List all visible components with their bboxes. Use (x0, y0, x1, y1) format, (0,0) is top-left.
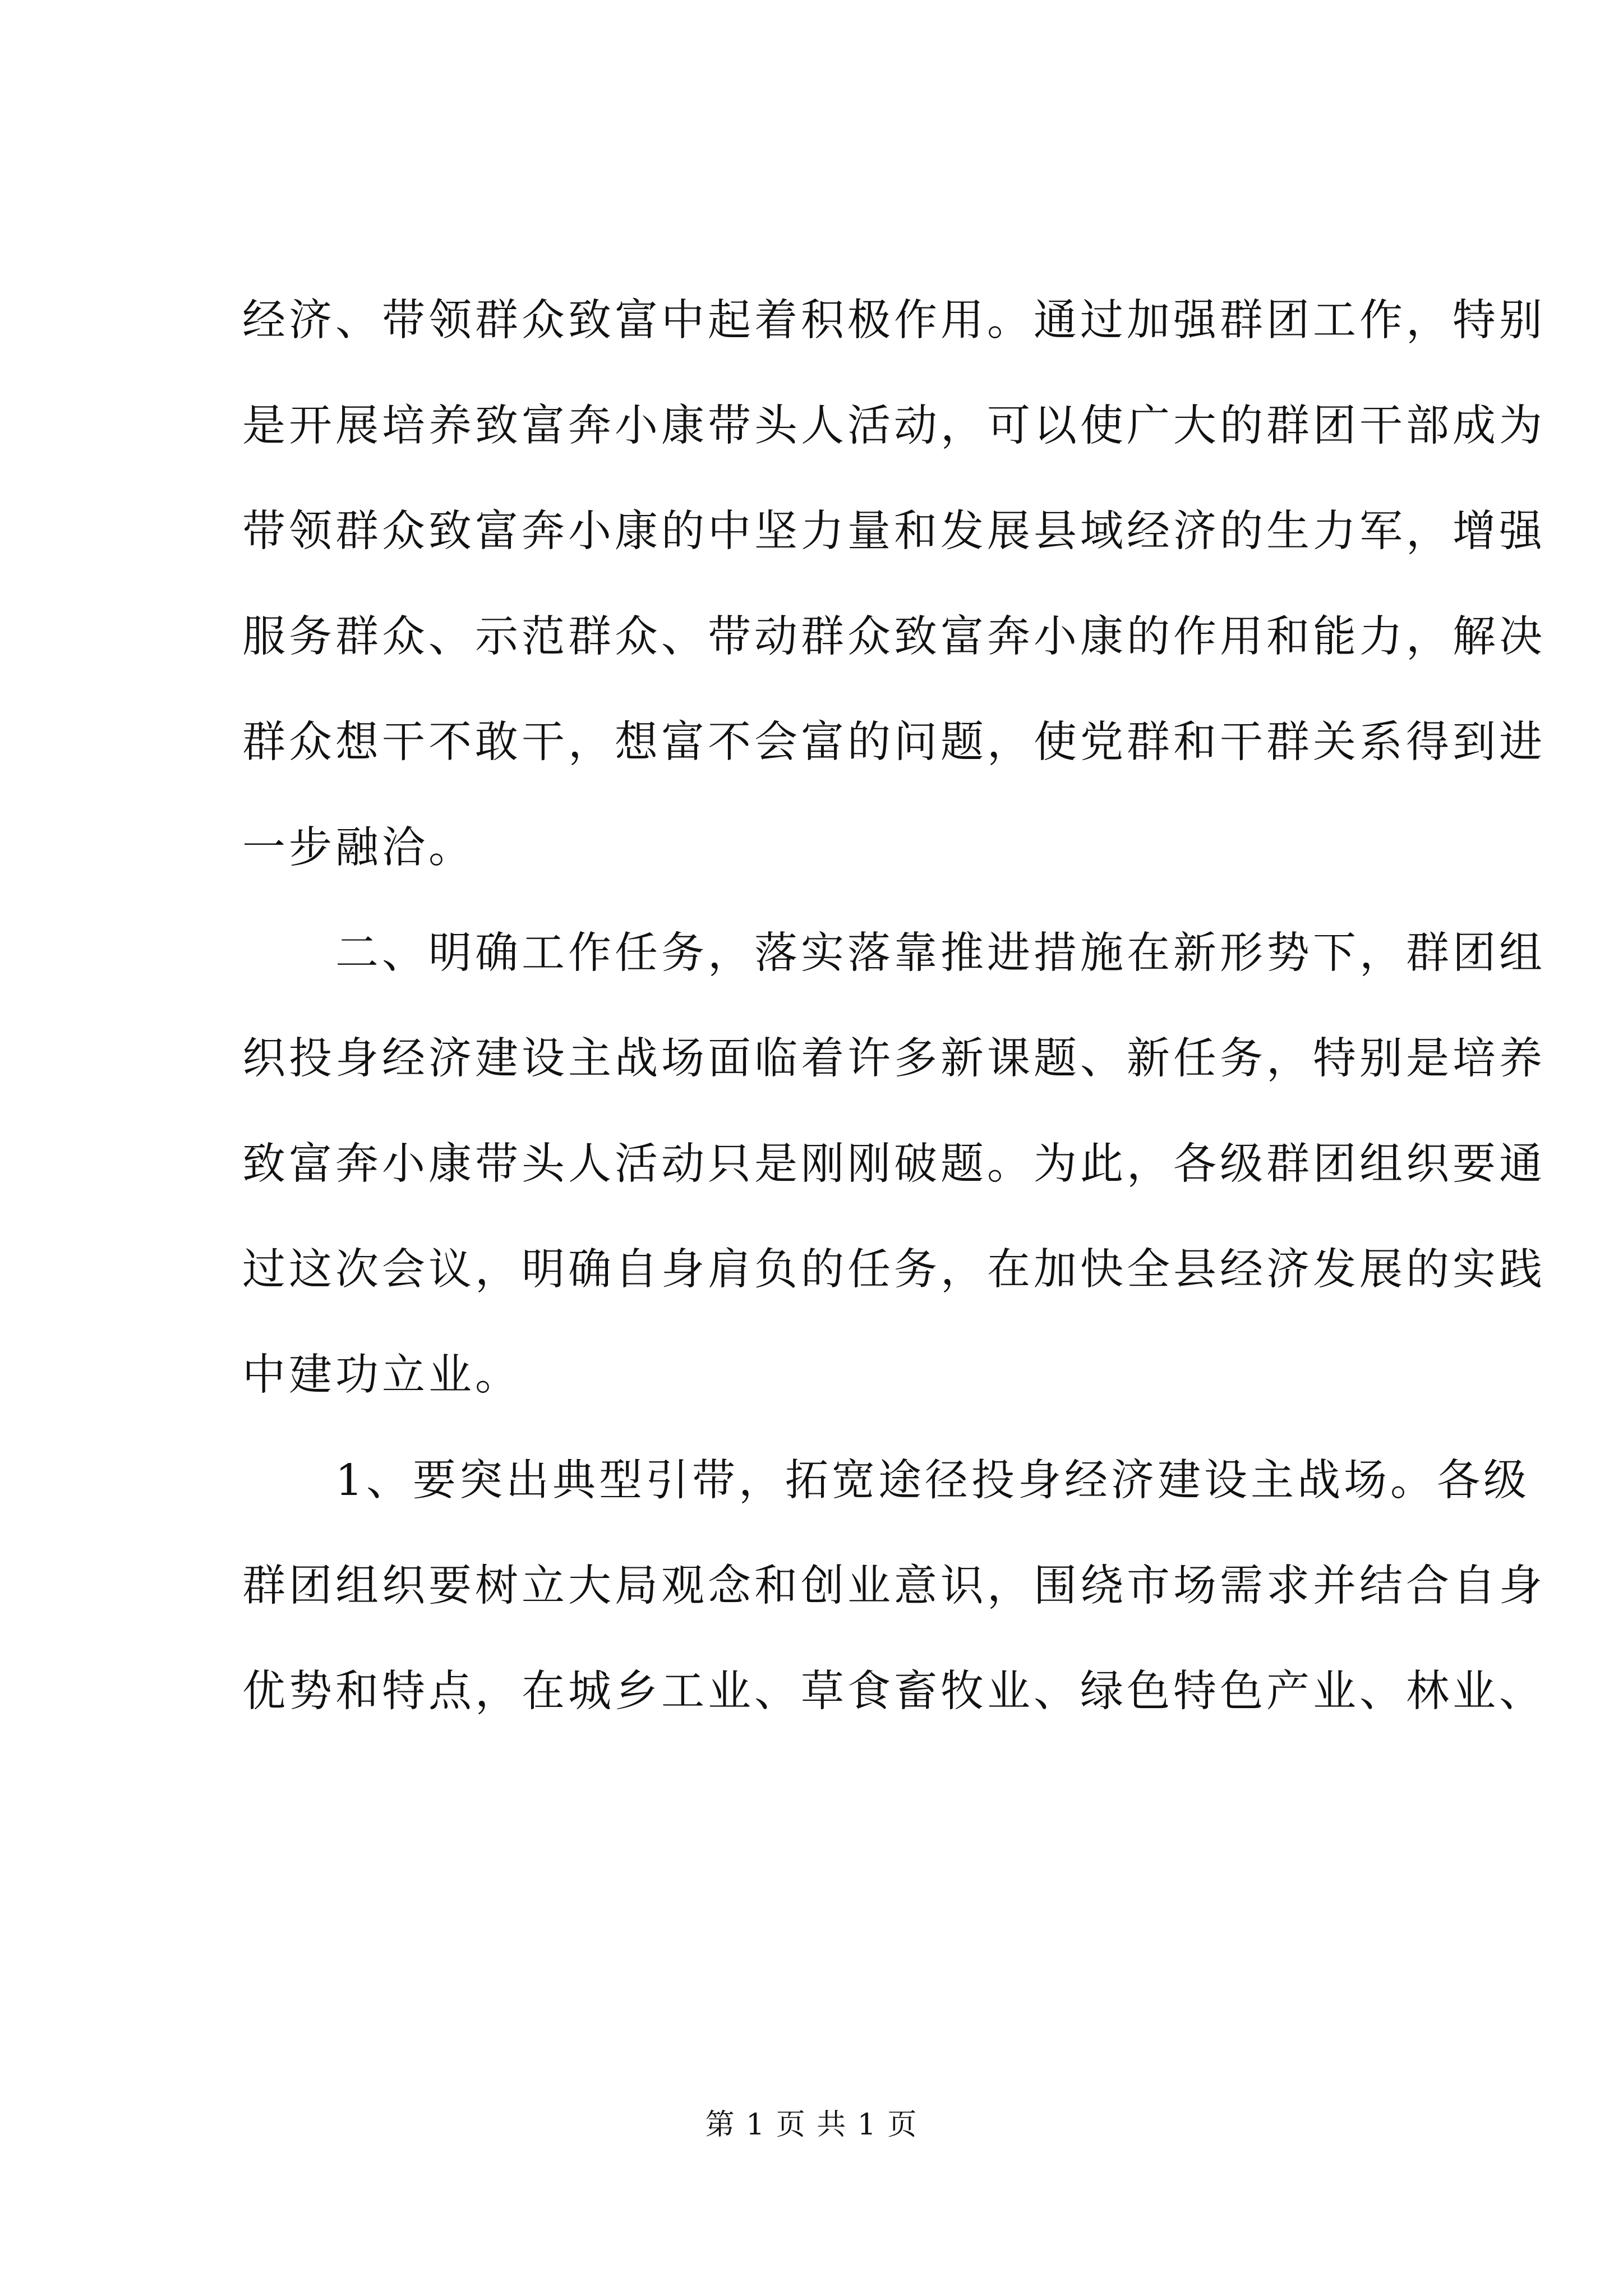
text-line: 服务群众、示范群众、带动群众致富奔小康的作用和能力，解决 (242, 612, 1546, 662)
text-line: 经济、带领群众致富中起着积极作用。通过加强群团工作，特别 (242, 296, 1546, 346)
text-line: 是开展培养致富奔小康带头人活动，可以使广大的群团干部成为 (242, 401, 1546, 451)
text-line: 群团组织要树立大局观念和创业意识，围绕市场需求并结合自身 (242, 1561, 1546, 1611)
text-line: 织投身经济建设主战场面临着许多新课题、新任务，特别是培养 (242, 1034, 1546, 1084)
text-line: 1、要突出典型引带，拓宽途径投身经济建设主战场。各级 (242, 1456, 1530, 1506)
page-number-label: 第 1 页 共 1 页 (705, 2108, 918, 2142)
text-line: 一步融洽。 (242, 823, 475, 873)
paragraph-3 (242, 1428, 1546, 1745)
text-line: 过这次会议，明确自身肩负的任务，在加快全县经济发展的实践 (242, 1245, 1546, 1295)
paragraph-1 (242, 268, 1546, 901)
text-line: 带领群众致富奔小康的中坚力量和发展县域经济的生力军，增强 (242, 507, 1546, 556)
text-line: 中建功立业。 (242, 1350, 522, 1400)
text-line: 二、明确工作任务，落实落靠推进措施在新形势下，群团组 (242, 928, 1546, 978)
page-footer (0, 2101, 1623, 2143)
text-line: 群众想干不敢干，想富不会富的问题，使党群和干群关系得到进 (242, 717, 1546, 767)
document-body (242, 268, 1546, 1745)
text-line: 致富奔小康带头人活动只是刚刚破题。为此，各级群团组织要通 (242, 1139, 1546, 1189)
text-line: 优势和特点，在城乡工业、草食畜牧业、绿色特色产业、林业、 (242, 1667, 1546, 1717)
paragraph-2 (242, 901, 1546, 1428)
